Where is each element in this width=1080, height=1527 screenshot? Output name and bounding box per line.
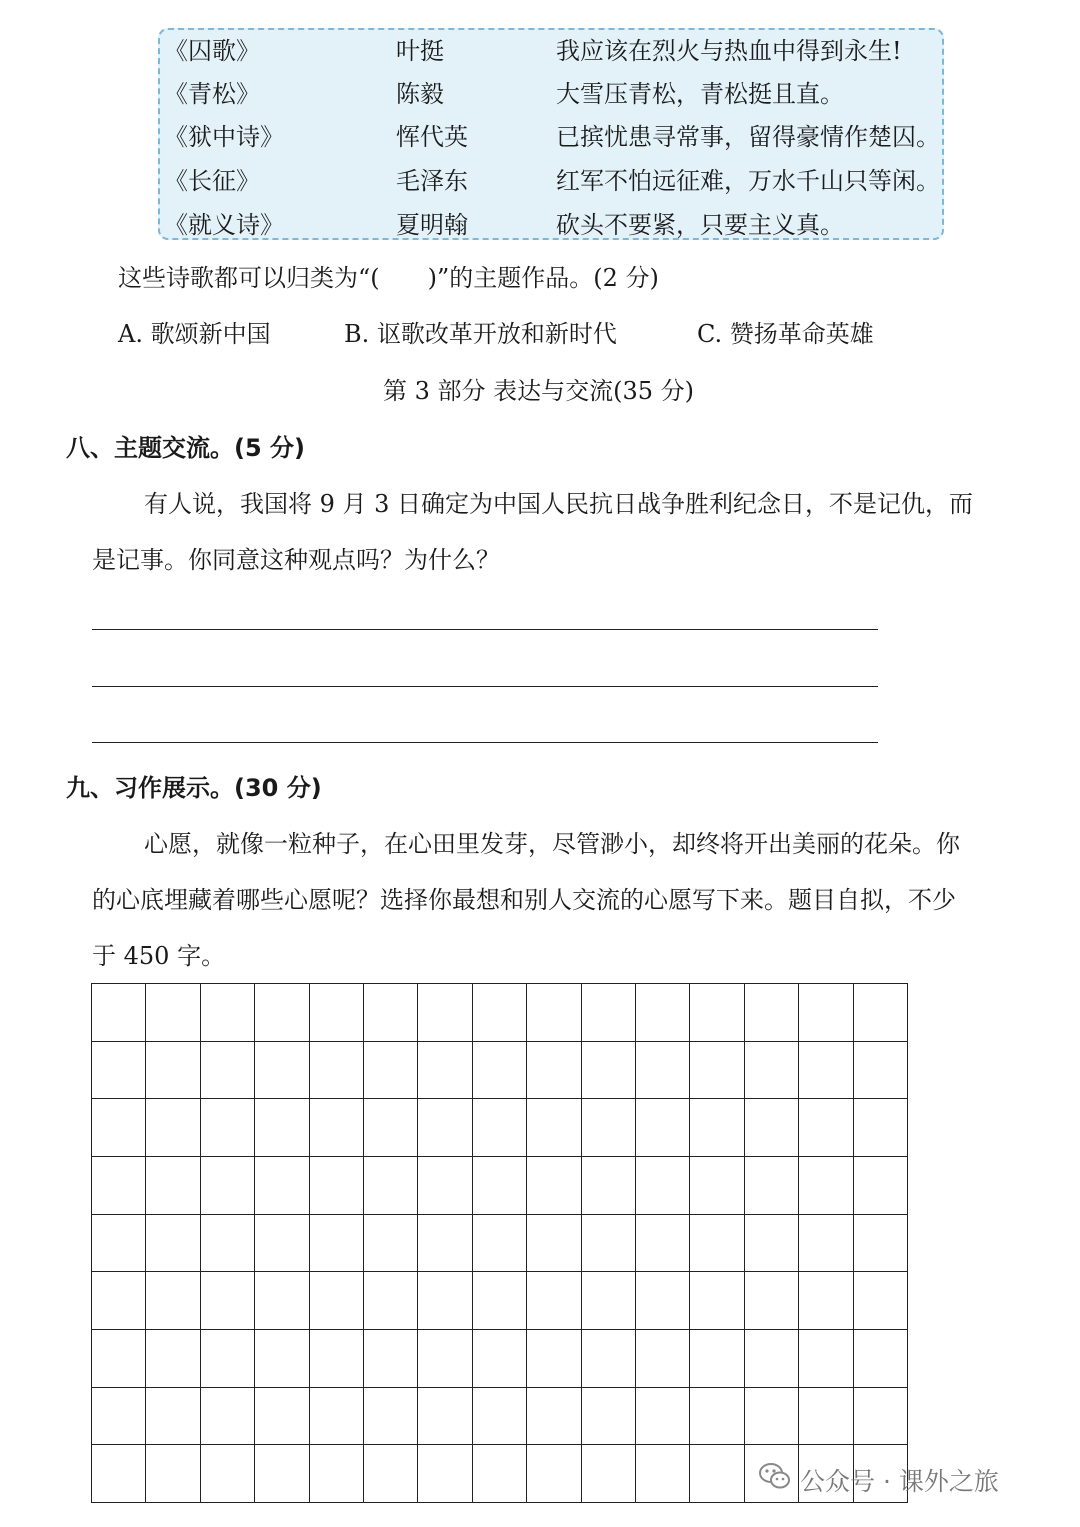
grid-cell[interactable] xyxy=(527,1330,581,1388)
poem-line: 我应该在烈火与热血中得到永生! xyxy=(556,37,902,65)
grid-cell[interactable] xyxy=(527,984,581,1042)
grid-cell[interactable] xyxy=(745,1272,799,1330)
grid-cell[interactable] xyxy=(582,1445,636,1503)
grid-cell[interactable] xyxy=(636,1330,690,1388)
grid-cell[interactable] xyxy=(310,1042,364,1100)
grid-cell[interactable] xyxy=(364,1445,418,1503)
grid-cell[interactable] xyxy=(636,1099,690,1157)
grid-cell[interactable] xyxy=(418,1157,472,1215)
grid-cell[interactable] xyxy=(146,1388,200,1446)
grid-cell[interactable] xyxy=(473,1445,527,1503)
poem-line: 砍头不要紧，只要主义真。 xyxy=(556,211,844,239)
grid-cell[interactable] xyxy=(527,1388,581,1446)
grid-cell[interactable] xyxy=(636,984,690,1042)
poem-row xyxy=(160,117,942,157)
grid-cell[interactable] xyxy=(690,1215,744,1273)
grid-cell[interactable] xyxy=(473,1272,527,1330)
grid-cell[interactable] xyxy=(854,1157,908,1215)
grid-cell[interactable] xyxy=(146,1445,200,1503)
poem-row xyxy=(160,74,942,114)
grid-cell[interactable] xyxy=(364,1330,418,1388)
grid-cell[interactable] xyxy=(473,984,527,1042)
grid-cell[interactable] xyxy=(201,1215,255,1273)
grid-cell[interactable] xyxy=(636,1215,690,1273)
grid-cell[interactable] xyxy=(473,1157,527,1215)
grid-cell[interactable] xyxy=(364,1388,418,1446)
grid-cell[interactable] xyxy=(92,1042,146,1100)
grid-cell[interactable] xyxy=(418,1099,472,1157)
poem-author: 毛泽东 xyxy=(396,167,468,195)
watermark-text: 公众号 · 课外之旅 xyxy=(800,1467,999,1496)
grid-cell[interactable] xyxy=(364,1157,418,1215)
grid-cell[interactable] xyxy=(201,1445,255,1503)
grid-cell[interactable] xyxy=(745,1388,799,1446)
grid-cell[interactable] xyxy=(582,1099,636,1157)
grid-cell[interactable] xyxy=(255,1042,309,1100)
grid-cell[interactable] xyxy=(854,1042,908,1100)
grid-cell[interactable] xyxy=(310,1272,364,1330)
grid-cell[interactable] xyxy=(745,1042,799,1100)
grid-cell[interactable] xyxy=(364,1042,418,1100)
grid-cell[interactable] xyxy=(799,1272,853,1330)
grid-cell[interactable] xyxy=(92,1215,146,1273)
grid-cell[interactable] xyxy=(527,1215,581,1273)
grid-cell[interactable] xyxy=(92,1445,146,1503)
grid-cell[interactable] xyxy=(201,1042,255,1100)
grid-cell[interactable] xyxy=(473,1330,527,1388)
poem-author: 夏明翰 xyxy=(396,211,468,239)
question9-line3: 于 450 字。 xyxy=(92,942,226,970)
wechat-icon xyxy=(758,1461,792,1505)
grid-cell[interactable] xyxy=(364,1215,418,1273)
poem-row xyxy=(160,161,942,201)
grid-cell[interactable] xyxy=(255,1330,309,1388)
question9-heading: 九、习作展示。(30 分) xyxy=(66,774,322,802)
grid-cell[interactable] xyxy=(473,1388,527,1446)
option-c[interactable]: C. 赞扬革命英雄 xyxy=(697,320,874,348)
grid-cell[interactable] xyxy=(690,1272,744,1330)
grid-cell[interactable] xyxy=(92,1330,146,1388)
answer-line[interactable] xyxy=(92,629,878,630)
grid-cell[interactable] xyxy=(92,1099,146,1157)
grid-cell[interactable] xyxy=(527,1445,581,1503)
grid-cell[interactable] xyxy=(854,1215,908,1273)
grid-cell[interactable] xyxy=(636,1157,690,1215)
poem-title: 《狱中诗》 xyxy=(164,123,284,151)
grid-cell[interactable] xyxy=(201,1272,255,1330)
grid-cell[interactable] xyxy=(854,1099,908,1157)
grid-cell[interactable] xyxy=(255,1215,309,1273)
grid-cell[interactable] xyxy=(799,1330,853,1388)
grid-cell[interactable] xyxy=(527,1042,581,1100)
grid-cell[interactable] xyxy=(255,1099,309,1157)
grid-cell[interactable] xyxy=(473,1099,527,1157)
grid-cell[interactable] xyxy=(255,1388,309,1446)
grid-cell[interactable] xyxy=(418,984,472,1042)
grid-cell[interactable] xyxy=(201,1388,255,1446)
grid-cell[interactable] xyxy=(418,1445,472,1503)
watermark xyxy=(758,1460,1058,1504)
option-b[interactable]: B. 讴歌改革开放和新时代 xyxy=(344,320,617,348)
grid-cell[interactable] xyxy=(799,1388,853,1446)
question9-line2: 的心底埋藏着哪些心愿呢？选择你最想和别人交流的心愿写下来。题目自拟，不少 xyxy=(92,886,956,914)
grid-cell[interactable] xyxy=(636,1042,690,1100)
grid-cell[interactable] xyxy=(745,1215,799,1273)
grid-cell[interactable] xyxy=(418,1215,472,1273)
grid-cell[interactable] xyxy=(255,1157,309,1215)
part3-title: 第 3 部分 表达与交流(35 分) xyxy=(383,377,695,405)
grid-cell[interactable] xyxy=(473,1042,527,1100)
poem-author: 恽代英 xyxy=(396,123,468,151)
grid-cell[interactable] xyxy=(582,984,636,1042)
grid-cell[interactable] xyxy=(310,984,364,1042)
grid-cell[interactable] xyxy=(745,984,799,1042)
grid-cell[interactable] xyxy=(92,1272,146,1330)
poem-author: 陈毅 xyxy=(396,80,444,108)
grid-cell[interactable] xyxy=(92,984,146,1042)
grid-cell[interactable] xyxy=(799,1042,853,1100)
grid-cell[interactable] xyxy=(799,984,853,1042)
grid-cell[interactable] xyxy=(255,1445,309,1503)
question7-prompt: 这些诗歌都可以归类为“( )”的主题作品。(2 分) xyxy=(118,264,659,292)
grid-cell[interactable] xyxy=(854,984,908,1042)
question8-line1: 有人说，我国将 9 月 3 日确定为中国人民抗日战争胜利纪念日，不是记仇，而 xyxy=(144,490,974,518)
grid-cell[interactable] xyxy=(418,1272,472,1330)
grid-cell[interactable] xyxy=(636,1272,690,1330)
grid-cell[interactable] xyxy=(799,1099,853,1157)
question9-line1: 心愿，就像一粒种子，在心田里发芽，尽管渺小，却终将开出美丽的花朵。你 xyxy=(144,830,960,858)
grid-cell[interactable] xyxy=(690,1330,744,1388)
grid-cell[interactable] xyxy=(799,1215,853,1273)
grid-cell[interactable] xyxy=(582,1215,636,1273)
grid-cell[interactable] xyxy=(92,1388,146,1446)
poem-title: 《青松》 xyxy=(164,80,260,108)
grid-cell[interactable] xyxy=(310,1388,364,1446)
grid-cell[interactable] xyxy=(854,1272,908,1330)
grid-cell[interactable] xyxy=(473,1215,527,1273)
grid-cell[interactable] xyxy=(146,1157,200,1215)
grid-cell[interactable] xyxy=(201,1099,255,1157)
grid-cell[interactable] xyxy=(146,984,200,1042)
grid-cell[interactable] xyxy=(527,1157,581,1215)
poem-title: 《囚歌》 xyxy=(164,37,260,65)
grid-cell[interactable] xyxy=(310,1157,364,1215)
question8-heading: 八、主题交流。(5 分) xyxy=(66,434,305,462)
grid-cell[interactable] xyxy=(745,1330,799,1388)
grid-cell[interactable] xyxy=(854,1330,908,1388)
grid-cell[interactable] xyxy=(310,1330,364,1388)
writing-grid[interactable] xyxy=(91,983,908,1503)
poem-row xyxy=(160,205,942,245)
grid-cell[interactable] xyxy=(745,1157,799,1215)
answer-line[interactable] xyxy=(92,742,878,743)
grid-cell[interactable] xyxy=(690,1099,744,1157)
answer-line[interactable] xyxy=(92,686,878,687)
grid-cell[interactable] xyxy=(146,1042,200,1100)
grid-cell[interactable] xyxy=(418,1042,472,1100)
grid-cell[interactable] xyxy=(310,1099,364,1157)
grid-cell[interactable] xyxy=(255,1272,309,1330)
grid-cell[interactable] xyxy=(582,1042,636,1100)
grid-cell[interactable] xyxy=(582,1388,636,1446)
grid-cell[interactable] xyxy=(146,1099,200,1157)
grid-cell[interactable] xyxy=(201,1330,255,1388)
grid-cell[interactable] xyxy=(745,1099,799,1157)
poem-line: 大雪压青松，青松挺且直。 xyxy=(556,80,844,108)
grid-cell[interactable] xyxy=(582,1272,636,1330)
poem-author: 叶挺 xyxy=(396,37,444,65)
poem-title: 《长征》 xyxy=(164,167,260,195)
grid-cell[interactable] xyxy=(636,1388,690,1446)
grid-cell[interactable] xyxy=(255,984,309,1042)
poem-line: 已摈忧患寻常事，留得豪情作楚囚。 xyxy=(556,123,940,151)
poem-title: 《就义诗》 xyxy=(164,211,284,239)
question8-line2: 是记事。你同意这种观点吗？为什么？ xyxy=(92,546,500,574)
grid-cell[interactable] xyxy=(527,1099,581,1157)
grid-cell[interactable] xyxy=(146,1215,200,1273)
grid-cell[interactable] xyxy=(310,1215,364,1273)
grid-cell[interactable] xyxy=(364,984,418,1042)
grid-cell[interactable] xyxy=(146,1330,200,1388)
grid-cell[interactable] xyxy=(201,984,255,1042)
grid-cell[interactable] xyxy=(201,1157,255,1215)
grid-cell[interactable] xyxy=(364,1099,418,1157)
grid-cell[interactable] xyxy=(636,1445,690,1503)
grid-cell[interactable] xyxy=(690,1042,744,1100)
grid-cell[interactable] xyxy=(690,1157,744,1215)
grid-cell[interactable] xyxy=(418,1388,472,1446)
option-a[interactable]: A. 歌颂新中国 xyxy=(118,320,271,348)
grid-cell[interactable] xyxy=(418,1330,472,1388)
grid-cell[interactable] xyxy=(527,1272,581,1330)
poem-table xyxy=(158,28,944,240)
poem-line: 红军不怕远征难，万水千山只等闲。 xyxy=(556,167,940,195)
grid-cell[interactable] xyxy=(364,1272,418,1330)
grid-cell[interactable] xyxy=(854,1388,908,1446)
grid-cell[interactable] xyxy=(582,1330,636,1388)
grid-cell[interactable] xyxy=(582,1157,636,1215)
grid-cell[interactable] xyxy=(146,1272,200,1330)
grid-cell[interactable] xyxy=(690,984,744,1042)
grid-cell[interactable] xyxy=(690,1388,744,1446)
poem-row xyxy=(160,31,942,71)
grid-cell[interactable] xyxy=(310,1445,364,1503)
grid-cell[interactable] xyxy=(690,1445,744,1503)
grid-cell[interactable] xyxy=(92,1157,146,1215)
grid-cell[interactable] xyxy=(799,1157,853,1215)
